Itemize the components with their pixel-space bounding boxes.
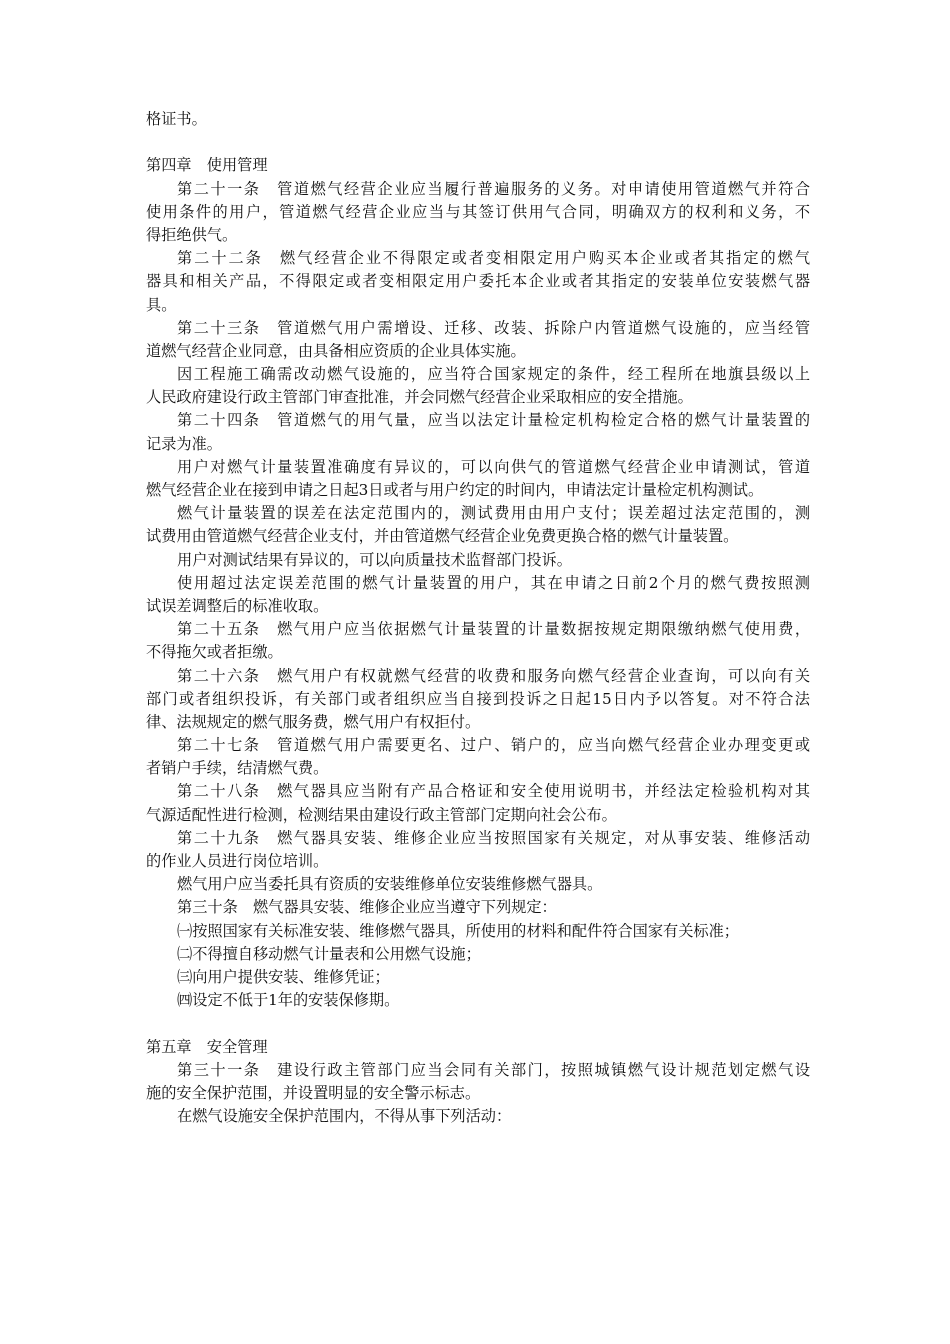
paragraph-line: 记录为准。 <box>146 434 222 453</box>
paragraph-line: 燃气经营企业在接到申请之日起3日或者与用户约定的时间内，申请法定计量检定机构测试。 <box>146 481 764 499</box>
paragraph-line: 律、法规规定的燃气服务费，燃气用户有权拒付。 <box>146 712 481 731</box>
paragraph-line: 第二十四条 管道燃气的用气量，应当以法定计量检定机构检定合格的燃气计量装置的 <box>177 411 810 430</box>
paragraph-line: 具。 <box>146 295 177 314</box>
paragraph-line: 道燃气经营企业同意，由具备相应资质的企业具体实施。 <box>146 341 526 360</box>
paragraph-line: 的作业人员进行岗位培训。 <box>146 852 329 870</box>
paragraph-line: 第三十条 燃气器具安装、维修企业应当遵守下列规定： <box>177 898 557 917</box>
paragraph-line: ㈣设定不低于1年的安装保修期。 <box>177 991 400 1010</box>
paragraph-line: 用户对燃气计量装置准确度有异议的，可以向供气的管道燃气经营企业申请测试，管道 <box>177 457 810 476</box>
paragraph-line: 格证书。 <box>146 110 207 128</box>
paragraph-line: 器具和相关产品，不得限定或者变相限定用户委托本企业或者其指定的安装单位安装燃气器 <box>146 272 810 291</box>
paragraph-line: 用户对测试结果有异议的，可以向质量技术监督部门投诉。 <box>177 550 572 569</box>
blank-line <box>146 1012 810 1035</box>
paragraph-line: 试费用由管道燃气经营企业支付，并由管道燃气经营企业免费更换合格的燃气计量装置。 <box>146 527 739 546</box>
paragraph-line: 在燃气设施安全保护范围内，不得从事下列活动： <box>177 1107 512 1126</box>
paragraph-line: 不得拖欠或者拒缴。 <box>146 643 283 662</box>
paragraph-line: 第二十一条 管道燃气经营企业应当履行普遍服务的义务。对申请使用管道燃气并符合 <box>177 179 810 198</box>
paragraph-line: ㈢向用户提供安装、维修凭证； <box>177 967 390 986</box>
paragraph-line: 施的安全保护范围，并设置明显的安全警示标志。 <box>146 1083 481 1102</box>
paragraph-line: 得拒绝供气。 <box>146 225 238 244</box>
blank-line <box>146 131 810 154</box>
paragraph-line: 燃气用户应当委托具有资质的安装维修单位安装维修燃气器具。 <box>177 875 603 894</box>
paragraph-line: 部门或者组织投诉，有关部门或者组织应当自接到投诉之日起15日内予以答复。对不符合法 <box>146 689 810 708</box>
paragraph-line: 使用条件的用户，管道燃气经营企业应当与其签订供用气合同，明确双方的权利和义务，不 <box>146 202 810 221</box>
paragraph-line: ㈠按照国家有关标准安装、维修燃气器具，所使用的材料和配件符合国家有关标准； <box>177 921 739 940</box>
paragraph-line: 第二十七条 管道燃气用户需要更名、过户、销户的，应当向燃气经营企业办理变更或 <box>177 736 810 755</box>
paragraph-line: 第二十二条 燃气经营企业不得限定或者变相限定用户购买本企业或者其指定的燃气 <box>177 249 810 268</box>
paragraph-line: 第三十一条 建设行政主管部门应当会同有关部门，按照城镇燃气设计规范划定燃气设 <box>177 1060 810 1079</box>
paragraph-line: 使用超过法定误差范围的燃气计量装置的用户，其在申请之日前2个月的燃气费按照测 <box>177 573 810 592</box>
paragraph-line: 第二十九条 燃气器具安装、维修企业应当按照国家有关规定，对从事安装、维修活动 <box>177 828 810 847</box>
chapter-heading: 第四章 使用管理 <box>146 156 268 175</box>
paragraph-line: 第二十六条 燃气用户有权就燃气经营的收费和服务向燃气经营企业查询，可以向有关 <box>177 666 810 685</box>
paragraph-line: 试误差调整后的标准收取。 <box>146 596 329 615</box>
paragraph-line: 第二十八条 燃气器具应当附有产品合格证和安全使用说明书，并经法定检验机构对其 <box>177 782 810 801</box>
document-page <box>146 108 810 1128</box>
paragraph-line: 者销户手续，结清燃气费。 <box>146 759 329 778</box>
paragraph-line: 燃气计量装置的误差在法定范围内的，测试费用由用户支付；误差超过法定范围的，测 <box>177 504 810 523</box>
paragraph-line: 因工程施工确需改动燃气设施的，应当符合国家规定的条件，经工程所在地旗县级以上 <box>177 365 810 384</box>
paragraph-line: 气源适配性进行检测，检测结果由建设行政主管部门定期向社会公布。 <box>146 805 617 824</box>
paragraph-line: 人民政府建设行政主管部门审查批准，并会同燃气经营企业采取相应的安全措施。 <box>146 388 693 407</box>
paragraph-line: ㈡不得擅自移动燃气计量表和公用燃气设施； <box>177 944 481 963</box>
chapter-heading: 第五章 安全管理 <box>146 1037 268 1056</box>
paragraph-line: 第二十五条 燃气用户应当依据燃气计量装置的计量数据按规定期限缴纳燃气使用费， <box>177 620 810 639</box>
paragraph-line: 第二十三条 管道燃气用户需增设、迁移、改装、拆除户内管道燃气设施的，应当经管 <box>177 318 810 337</box>
